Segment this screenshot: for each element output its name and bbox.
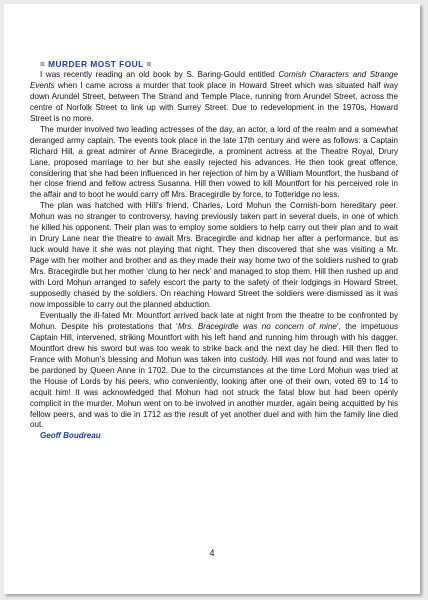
paragraph-1 — [30, 70, 398, 125]
page-number: 4 — [209, 548, 215, 558]
document-page — [4, 4, 420, 594]
article-title: = MURDER MOST FOUL = — [40, 59, 152, 69]
paragraph-1-text-a: I was recently reading an old book by S. Baring-Gould entitled — [40, 69, 279, 79]
paragraph-2: The murder involved two leading actresses of the day, an actor, a lord of the realm and a somewhat deranged army captain. The events took place in the late 17th century and were as follows: a Captain Richard Hill, a great admirer of Anne Bracegirdle, a prominent actress at the Theatre Royal, Drury Lane, proposed marriage to her but she easily rejected his advances. He then took great offence, considering that she had been influenced in her rejection of him by a William Mountfort, the husband of her close friend and fellow actress Susanna. Hill then vowed to kill Mountfort for his perceived role in the affair and to boot he would carry off Mrs. Bracegirdle by force, to Totteridge no less. — [30, 124, 398, 200]
quotation: Mrs. Bracegirdle was no concern of mine — [177, 321, 337, 331]
paragraph-1-text-b: when I came across a murder that took place in Howard Street which was situated half way down Arundel Street, between The Strand and Temple Place, running from Arundel Street, across the centre of Norfolk Street to link up with Surrey Street. Due to redevelopment in the 1970s, Howard Street is no more. — [30, 80, 398, 123]
article-body — [30, 59, 398, 442]
paragraph-4-text-a: Eventually the ill-fated Mr. Mountfort arrived back late at night from the theatre to be confronted by Mohun. Despite his protestations that ‘ — [30, 310, 398, 331]
author-name: Geoff Boudreau — [40, 431, 101, 441]
book-title: Cornish Characters and Strange Events — [30, 69, 398, 90]
paragraph-4 — [30, 311, 398, 431]
paragraph-4-text-b: ’, the impetuous Captain Hill, intervened, striking Mountfort with his left hand and running him through with his dagger. Mountfort drew his sword but was too weak to strike back and the next day he died. Hill then fled to France with Mohun’s blessing and Mohun was taken into custody. Hill was not found and was later to be pardoned by Queen Anne in 1702. Due to the circumstances at the time Lord Mohun was tried at the House of Lords by his peers, who conveniently, looking after one of their own, voted 69 to 14 to acquit him! It was acknowledged that Mohun had not struck the fatal blow but had been openly complicit in the murder. Mohun went on to be involved in another murder, again being acquitted by his fellow peers, and was to die in 1712 as the result of yet another duel and with him the family line died out. — [30, 321, 398, 430]
paragraph-3: The plan was hatched with Hill’s friend, Charles, Lord Mohun the Cornish-born hereditary peer. Mohun was no stranger to controversy, having previously taken part in several duels, in one of which he killed his opponent. Their plan was to employ some soldiers to help carry out their plan and to wait in Drury Lane near the theatre to await Mrs. Bracegirdle and kidnap her after a performance, but as luck would have it she was not playing that night. They then discovered that she was visiting a Mr. Page with her mother and brother and as they made their way home two of the soldiers rushed to grab Mrs. Bracegirdle but her mother ‘clung to her neck’ and managed to stop them. Hill then rushed up and with Lord Mohun arranged to safely escort the party to the safety of their lodgings in Howard Street, supposedly chased by the soldiers. On reaching Howard Street the soldiers were dismissed as it was now impossible to carry out the planned abduction. — [30, 201, 398, 309]
